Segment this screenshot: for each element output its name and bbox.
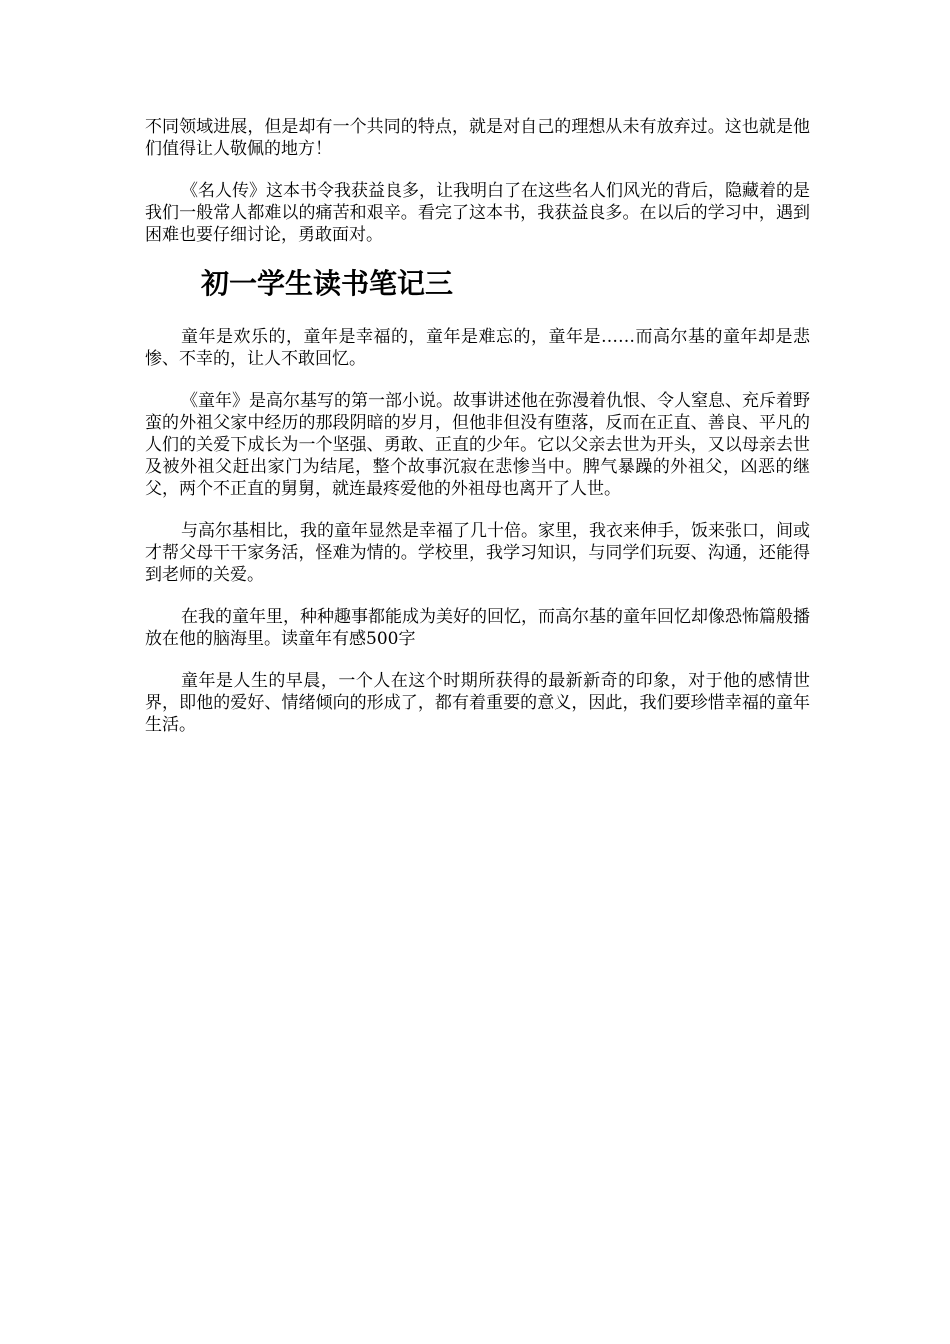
intro-paragraph-2: 《名人传》这本书令我获益良多，让我明白了在这些名人们风光的背后，隐藏着的是我们一般常人都难以的痛苦和艰辛。看完了这本书，我获益良多。在以后的学习中，遇到困难也要仔细讨论，勇敢面对。 <box>145 181 810 245</box>
document-body <box>145 116 810 756</box>
section-paragraph-3: 与高尔基相比，我的童年显然是幸福了几十倍。家里，我衣来伸手，饭来张口，间或才帮父母干干家务活，怪难为情的。学校里，我学习知识，与同学们玩耍、沟通，还能得到老师的关爱。 <box>145 521 810 585</box>
intro-paragraph-1: 不同领域进展，但是却有一个共同的特点，就是对自己的理想从未有放弃过。这也就是他们值得让人敬佩的地方！ <box>145 117 810 159</box>
section-title: 初一学生读书笔记三 <box>201 267 454 300</box>
section-paragraph-5: 童年是人生的早晨，一个人在这个时期所获得的最新新奇的印象，对于他的感情世界，即他的爱好、情绪倾向的形成了，都有着重要的意义，因此，我们要珍惜幸福的童年生活。 <box>145 671 810 735</box>
section-paragraph-4: 在我的童年里，种种趣事都能成为美好的回忆，而高尔基的童年回忆却像恐怖篇般播放在他的脑海里。读童年有感500字 <box>145 607 810 649</box>
section-paragraph-2: 《童年》是高尔基写的第一部小说。故事讲述他在弥漫着仇恨、令人窒息、充斥着野蛮的外祖父家中经历的那段阴暗的岁月，但他非但没有堕落，反而在正直、善良、平凡的人们的关爱下成长为一个坚强、勇敢、正直的少年。它以父亲去世为开头，又以母亲去世及被外祖父赶出家门为结尾，整个故事沉寂在悲惨当中。脾气暴躁的外祖父，凶恶的继父，两个不正直的舅舅，就连最疼爱他的外祖母也离开了人世。 <box>145 391 810 499</box>
section-paragraph-1: 童年是欢乐的，童年是幸福的，童年是难忘的，童年是……而高尔基的童年却是悲惨、不幸的，让人不敢回忆。 <box>145 327 810 369</box>
